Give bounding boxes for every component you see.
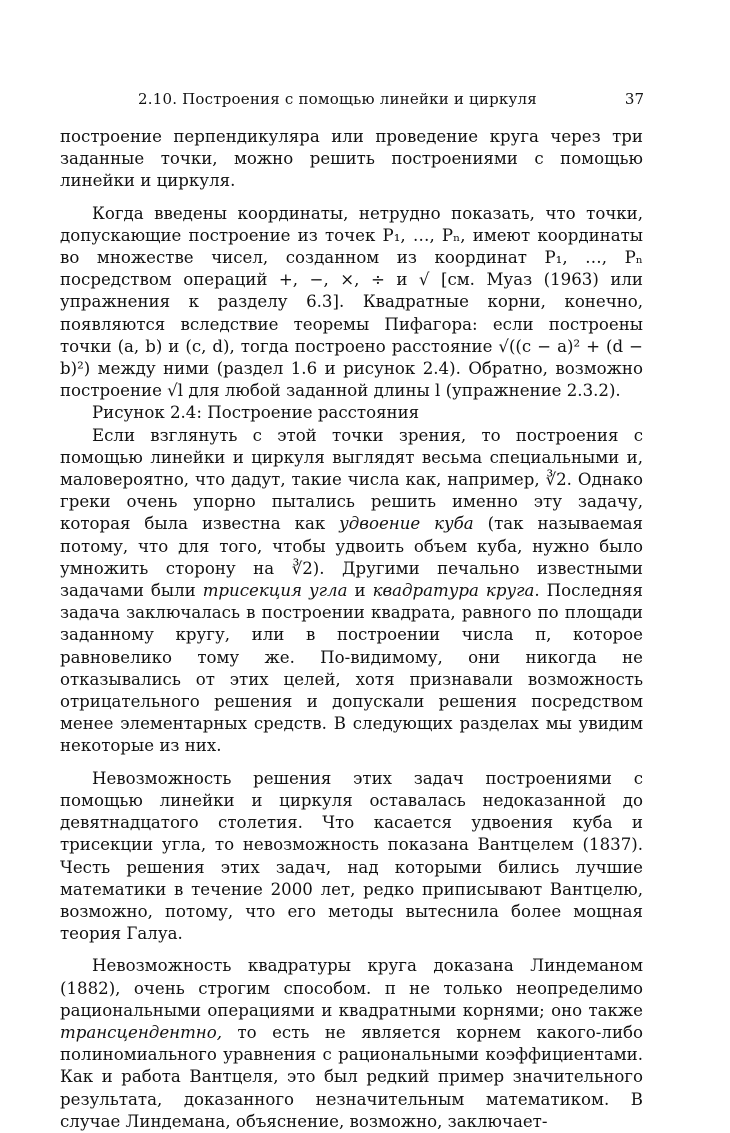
p3-text-a: Если взглянуть с этой точки зрения, то построения с помощью линейки и циркуля выглядят весьма специальными и, маловероятно, что дадут, такие числа как, например, ∛2. Однако греки очень упорно пытались решить именно эту задачу, которая была известна как xyxy=(60,425,643,534)
term-transcendental: трансцендентно, xyxy=(60,1022,222,1042)
p5-text-a: Невозможность квадратуры круга доказана Линдеманом (1882), очень строгим способом. π не только неопределимо рациональными операциями и квадратными корнями; оно также xyxy=(60,956,643,1020)
p3-text-c: и xyxy=(347,581,373,601)
p3-text-d: . Последняя задача заключалась в построении квадрата, равного по площади заданному кругу, или в построении числа π, которое равновелико тому же. По-видимому, они никогда не отказывались от этих целей, хотя признавали возможность отрицательного решения и допускали решения посредством менее элементарных средств. В следующих разделах мы увидим некоторые из них. xyxy=(60,581,643,756)
p5-text-b: то есть не является корнем какого-либо полиномиального уравнения с рациональными коэффициентами. Как и работа Вантцеля, это был редкий пример значительного результата, доказанного незначительным математиком. В случае Линдемана, объяснение, возможно, заключает- xyxy=(60,1022,643,1131)
page-header xyxy=(138,88,644,110)
term-squaring-circle: квадратура круга xyxy=(372,581,535,601)
paragraph-lindemann xyxy=(60,955,643,1133)
page-number: 37 xyxy=(624,90,644,108)
paragraph-continuation: построение перпендикуляра или проведение круга через три заданные точки, можно решить построениями с помощью линейки и циркуля. xyxy=(60,127,643,191)
p3-text-b: (так называемая потому, что для того, чтобы удвоить объем куба, нужно было умножить сторону на ∛2). Другими печально известными задачами были xyxy=(60,514,643,601)
paragraph-greek-problems xyxy=(60,425,643,758)
paragraph-coordinates: Когда введены координаты, нетрудно показать, что точки, допускающие построение из точек P₁, …, Pₙ, имеют координаты во множестве чисел, созданном из координат P₁, …, Pₙ посредством операций +, −, ×, ÷ и √ [см. Муаз (1963) или упражнения к разделу 6.3]. Квадратные корни, конечно, появляются вследствие теоремы Пифагора: если построены точки (a, b) и (c, d), тогда построено расстояние √((c − a)² + (d − b)²) между ними (раздел 1.6 и рисунок 2.4). Обратно, возможно построение √l для любой заданной длины l (упражнение 2.3.2). xyxy=(60,203,643,401)
term-angle-trisection: трисекция угла xyxy=(202,581,348,601)
term-doubling-cube: удвоение куба xyxy=(339,514,474,534)
figure-caption: Рисунок 2.4: Построение расстояния xyxy=(92,403,420,423)
paragraph-wantzel: Невозможность решения этих задач построениями с помощью линейки и циркуля оставалась недоказанной до девятнадцатого столетия. Что касается удвоения куба и трисекции угла, то невозможность показана Вантцелем (1837). Честь решения этих задач, над которыми бились лучшие математики в течение 2000 лет, редко приписывают Вантцелю, возможно, потому, что его методы вытеснила более мощная теория Галуа. xyxy=(60,768,643,944)
body-text xyxy=(60,126,643,1133)
running-title: 2.10. Построения с помощью линейки и циркуля xyxy=(138,90,537,108)
